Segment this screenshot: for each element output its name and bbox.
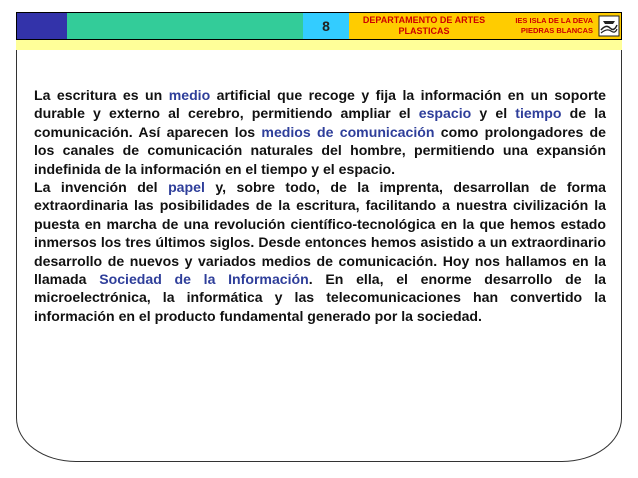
text-run: La escritura es un: [34, 87, 169, 103]
highlight-tiempo: tiempo: [515, 105, 562, 122]
header-teal-block: [67, 13, 303, 39]
school-logo-svg: [598, 15, 620, 37]
school-line-1: IES ISLA DE LA DEVA: [515, 16, 593, 25]
paragraph-1: [34, 86, 606, 178]
highlight-medio: medio: [168, 87, 211, 103]
slide-number: 8: [303, 13, 349, 39]
department-line-1: DEPARTAMENTO DE ARTES: [362, 15, 486, 25]
department-line-2: PLASTICAS: [398, 26, 450, 36]
header-blue-block: [17, 13, 67, 39]
text-run: . En ella, el enorme desarrollo de la microelectrónica, la informática y las telecomunicaciones han convertido la información en el producto fundamental generado por la sociedad.: [34, 271, 606, 324]
paragraph-2: [34, 178, 606, 325]
school-label: [499, 13, 597, 39]
department-label: [349, 13, 499, 39]
text-run: como prolongadores de los canales de comunicación naturales del hombre, permitiendo una expansión indefinida de la información en el tiempo y el espacio.: [34, 123, 606, 177]
header-yellow-band: [16, 40, 622, 50]
highlight-medios-de-comunicacion: medios de comunicación: [261, 123, 435, 140]
highlight-sociedad-de-la-informacion: Sociedad de la Información: [99, 271, 309, 288]
text-run: artificial que recoge y fija la información en un soporte durable y externo al cerebro, permitiendo ampliar el: [34, 87, 607, 122]
highlight-espacio: espacio: [418, 105, 472, 122]
slide-body: [34, 86, 606, 325]
school-logo-icon: [597, 13, 621, 39]
text-run: de la comunicación. Así aparecen los: [34, 105, 606, 140]
highlight-papel: papel: [168, 179, 205, 196]
text-run: y, sobre todo, de la imprenta, desarrollan de forma extraordinaria las posibilidades de la escritura, facilitando a nuestra civilización la puesta en marcha de una revolución científico-tecnológica en la que hemos estado inmersos los tres últimos siglos. Desde entonces hemos asistido a un extraordinario desarrollo de nuevos y variados medios de comunicación. Hoy nos hallamos en la llamada: [34, 179, 606, 288]
slide-header: [16, 12, 622, 40]
text-run: y el: [471, 105, 516, 122]
school-line-2: PIEDRAS BLANCAS: [520, 26, 593, 35]
text-run: La invención del: [34, 179, 169, 196]
